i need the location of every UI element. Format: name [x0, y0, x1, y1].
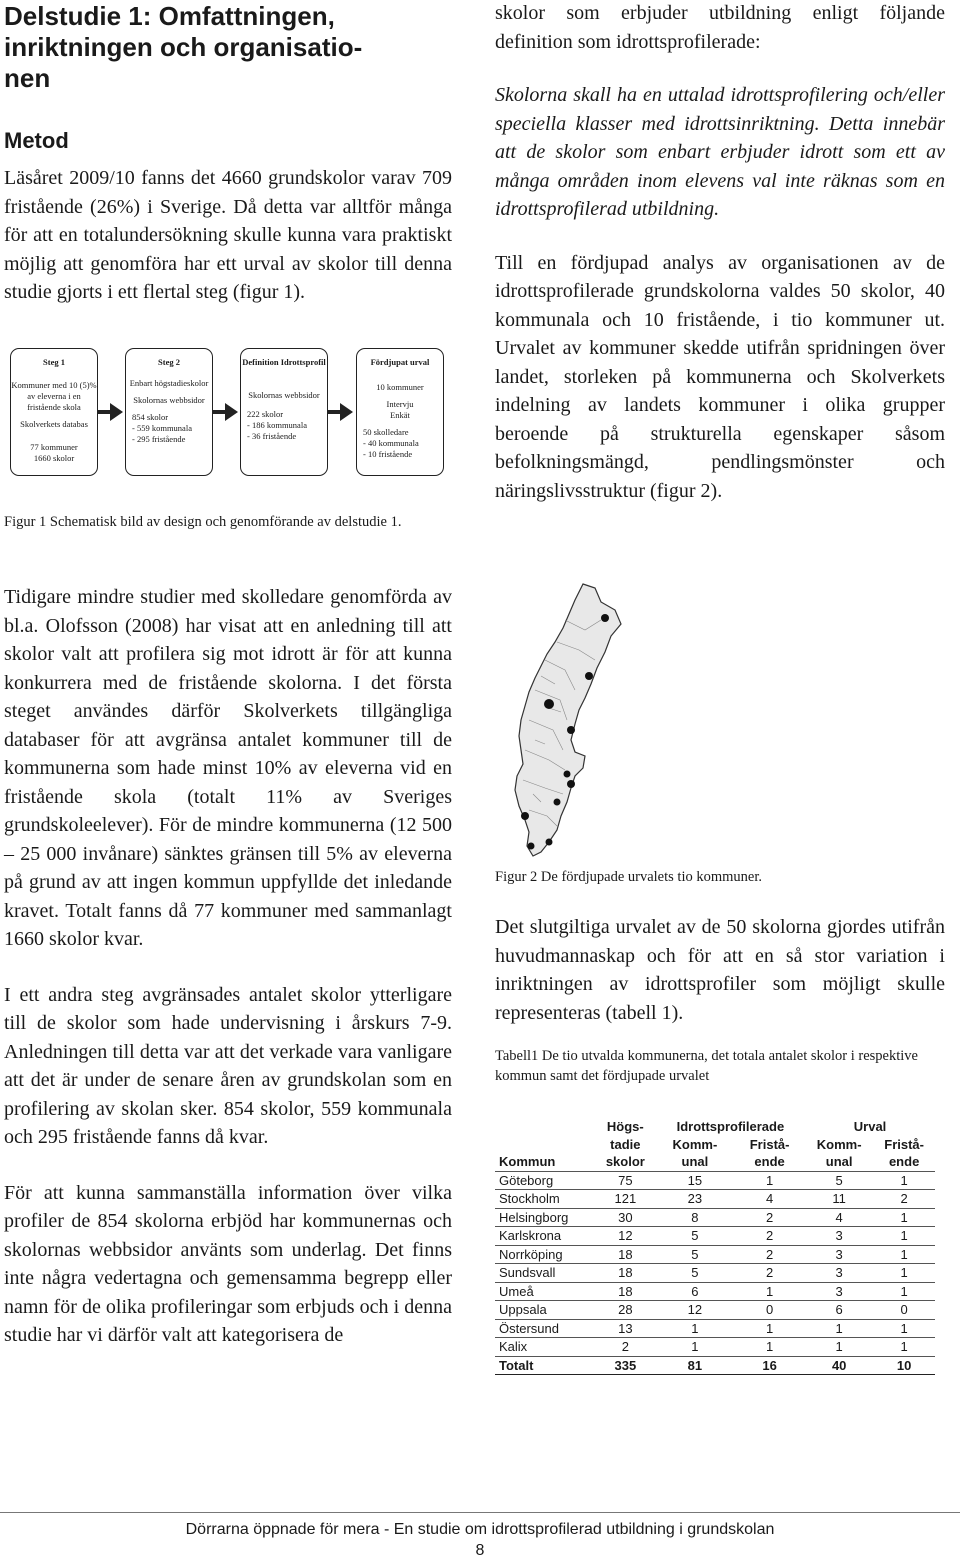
- table-row: Sundsvall 18 5 2 3 1: [495, 1264, 935, 1283]
- flow-arrow-icon: [340, 403, 353, 421]
- flow-box-deep-sample: Fördjupat urval 10 kommuner Intervju Enkät 50 skolledare - 40 kommunala - 10 fristående: [356, 348, 444, 476]
- selected-municipality-uppsala: [564, 771, 571, 778]
- flow-box-step2: Steg 2 Enbart högstadieskolor Skolornas webbsidor 854 skolor - 559 kommunala - 295 fristående: [125, 348, 213, 476]
- paragraph-4: För att kunna sammanställa information över vilka profiler de 854 skolorna erbjöd har kommunernas och skolornas webbsidor använts som underlag. Det finns inte några vedertagna och gemensamma begrepp eller namn för de olika profileringar som erbjuds och i denna studie har vi därför valt att kategorisera de: [4, 1181, 452, 1346]
- figure-1: [0, 348, 460, 488]
- col-header-urval: Urval: [853, 1119, 887, 1134]
- selected-municipality-helsingborg: [528, 843, 535, 850]
- paragraph-selection: Till en fördjupad analys av organisationen av de idrottsprofilerade grundskolorna valdes 50 skolor, 40 kommunala och 10 fristående, i tio kommuner ut. Urvalet av kommuner skedde utifrån spridningen över landet, storleken på kommunerna och Skolverkets indelning av landets kommuner i olika grupper beroende på strukturella egenskaper såsom befolkningsmängd, pendlingsmönster och näringslivsstruktur (figur 2).: [495, 251, 945, 502]
- selected-municipality-norrkoping: [554, 799, 561, 806]
- table-row: Östersund 13 1 1 1 1: [495, 1319, 935, 1338]
- table-row: Umeå 18 6 1 3 1: [495, 1282, 935, 1301]
- paragraph-1: Läsåret 2009/10 fanns det 4660 grundskolor varav 709 fristående (26%) i Sverige. Då detta var alltför många för att en totalundersökning skulle kunna vara praktiskt möjlig att genomföra har ett urval av skolor till denna studie gjorts i ett flertal steg (figur 1).: [4, 167, 452, 303]
- selected-municipality-kalix: [601, 614, 609, 622]
- left-column: [4, 0, 452, 307]
- paragraph-3: I ett andra steg avgränsades antalet skolor ytterligare till de skolor som hade undervisning i årskurs 7-9. Anledningen till detta var att det verkade vara vanligare att det är under de senare åren av grundskolan som en profilering av skolan sker. 854 skolor, 559 kommunala och 295 fristående fanns då kvar.: [4, 983, 452, 1148]
- page-number: 8: [475, 1542, 485, 1559]
- footer-rule: [0, 1512, 960, 1513]
- table-1: Högs- Idrottsprofilerade Urval tadie Komm- Fristå- Komm- Fristå- Kommun skolor unal ende unal ende Göteborg 75 15 1 5 1 Stockholm 121 23 4 11 2 Helsingborg 30 8 2 4 1 Karlskrona 12 5 2 3 1 Norrköping 18 5 2 3 1 Sundsvall 18 5 2 3 1 Umeå 18 6 1 3 1 Uppsala 28 12 0 6 0 Östersund 13 1 1 1 1 Kalix 2 1 1 1 1 Totalt 335 81 16 40 10: [495, 1118, 935, 1375]
- flow-arrow-icon: [225, 403, 238, 421]
- selected-municipality-sundsvall: [567, 726, 575, 734]
- table-row: Göteborg 75 15 1 5 1: [495, 1171, 935, 1190]
- footer-title: Dörrarna öppnade för mera - En studie om idrottsprofilerad utbildning i grundskolan: [185, 1521, 775, 1538]
- selected-municipality-stockholm: [567, 780, 575, 788]
- table-row: Helsingborg 30 8 2 4 1: [495, 1208, 935, 1227]
- selected-municipality-karlskrona: [546, 839, 553, 846]
- col-header-frista: Fristå-: [749, 1136, 790, 1152]
- table-row: Stockholm 121 23 4 11 2: [495, 1190, 935, 1209]
- paragraph-2: Tidigare mindre studier med skolledare genomförda av bl.a. Olofsson (2008) har visat att en anledning till att skolor valt att profilera sig mot idrott är för att kunna konkurrera med de fristående skolorna. I det första steget användes därför Skolverkets tillgängliga databaser för att avgränsa antalet kommuner till de kommunerna som hade minst 10% av eleverna vid en fristående skola (totalt 11% av Sveriges grundskoleelever). För de mindre kommunerna (12 500 – 25 000 invånare) sänktes gränsen till 5% av eleverna på grund av att ingen kommun uppfyllde det inledande kravet. Totalt fanns då 77 kommuner med sammanlagt 1660 skolor kvar.: [4, 586, 452, 950]
- paragraph-intro: skolor som erbjuder utbildning enligt följande definition som idrottsprofilerade:: [495, 2, 945, 53]
- right-column: [495, 0, 945, 505]
- selected-municipality-goteborg: [521, 812, 529, 820]
- col-header-komm: Komm-: [672, 1136, 718, 1152]
- figure-1-caption: Figur 1 Schematisk bild av design och genomförande av delstudie 1.: [4, 514, 402, 530]
- subheading-metod: Metod: [4, 128, 69, 153]
- paragraph-final-sample: Det slutgiltiga urvalet av de 50 skolorna gjordes utifrån huvudmannaskap och för att en så stor variation i inriktningen av idrottsprofiler som möjligt skulle representeras (tabell 1).: [495, 916, 945, 1024]
- sweden-outline: [515, 584, 621, 856]
- selected-municipality-ostersund: [544, 699, 554, 709]
- table-row: Uppsala 28 12 0 6 0: [495, 1301, 935, 1320]
- col-header-frista: Fristå-: [884, 1136, 924, 1152]
- table-row: Kalix 2 1 1 1 1: [495, 1338, 935, 1357]
- col-header-hogstadie: Högs-: [606, 1119, 644, 1134]
- col-header-idrott: Idrottsprofilerade: [676, 1119, 785, 1134]
- table-row: Norrköping 18 5 2 3 1: [495, 1245, 935, 1264]
- selected-municipality-umea: [585, 672, 593, 680]
- col-header-komm: Komm-: [816, 1136, 862, 1152]
- sweden-map-figure: [505, 580, 655, 862]
- figure-2-caption: Figur 2 De fördjupade urvalets tio kommuner.: [495, 869, 762, 885]
- table-1-caption: Tabell1 De tio utvalda kommunerna, det totala antalet skolor i respektive kommun samt det fördjupade urvalet: [495, 1048, 918, 1084]
- table-total-row: Totalt 335 81 16 40 10: [495, 1356, 935, 1375]
- flow-arrow-icon: [110, 403, 123, 421]
- flow-box-definition: Definition Idrottsprofil Skolornas webbsidor 222 skolor - 186 kommunala - 36 fristående: [240, 348, 328, 476]
- section-title: Delstudie 1: Omfattningen, inriktningen och organisatio- nen: [4, 1, 363, 93]
- definition-quote: Skolorna skall ha en uttalad idrottsprofilering och/eller speciella klasser med idrottsinriktning. Detta innebär att de skolor som enbart erbjuder idrott som ett av många områden inom elevens val inte räknas som en idrottsprofilerad utbildning.: [495, 84, 945, 220]
- left-column-lower: [4, 583, 452, 1350]
- flow-box-step1: Steg 1 Kommuner med 10 (5)% av eleverna i en fristående skola Skolverkets databas 77 kommuner 1660 skolor: [10, 348, 98, 476]
- col-header-kommun: Kommun: [499, 1154, 556, 1169]
- table-row: Karlskrona 12 5 2 3 1: [495, 1227, 935, 1246]
